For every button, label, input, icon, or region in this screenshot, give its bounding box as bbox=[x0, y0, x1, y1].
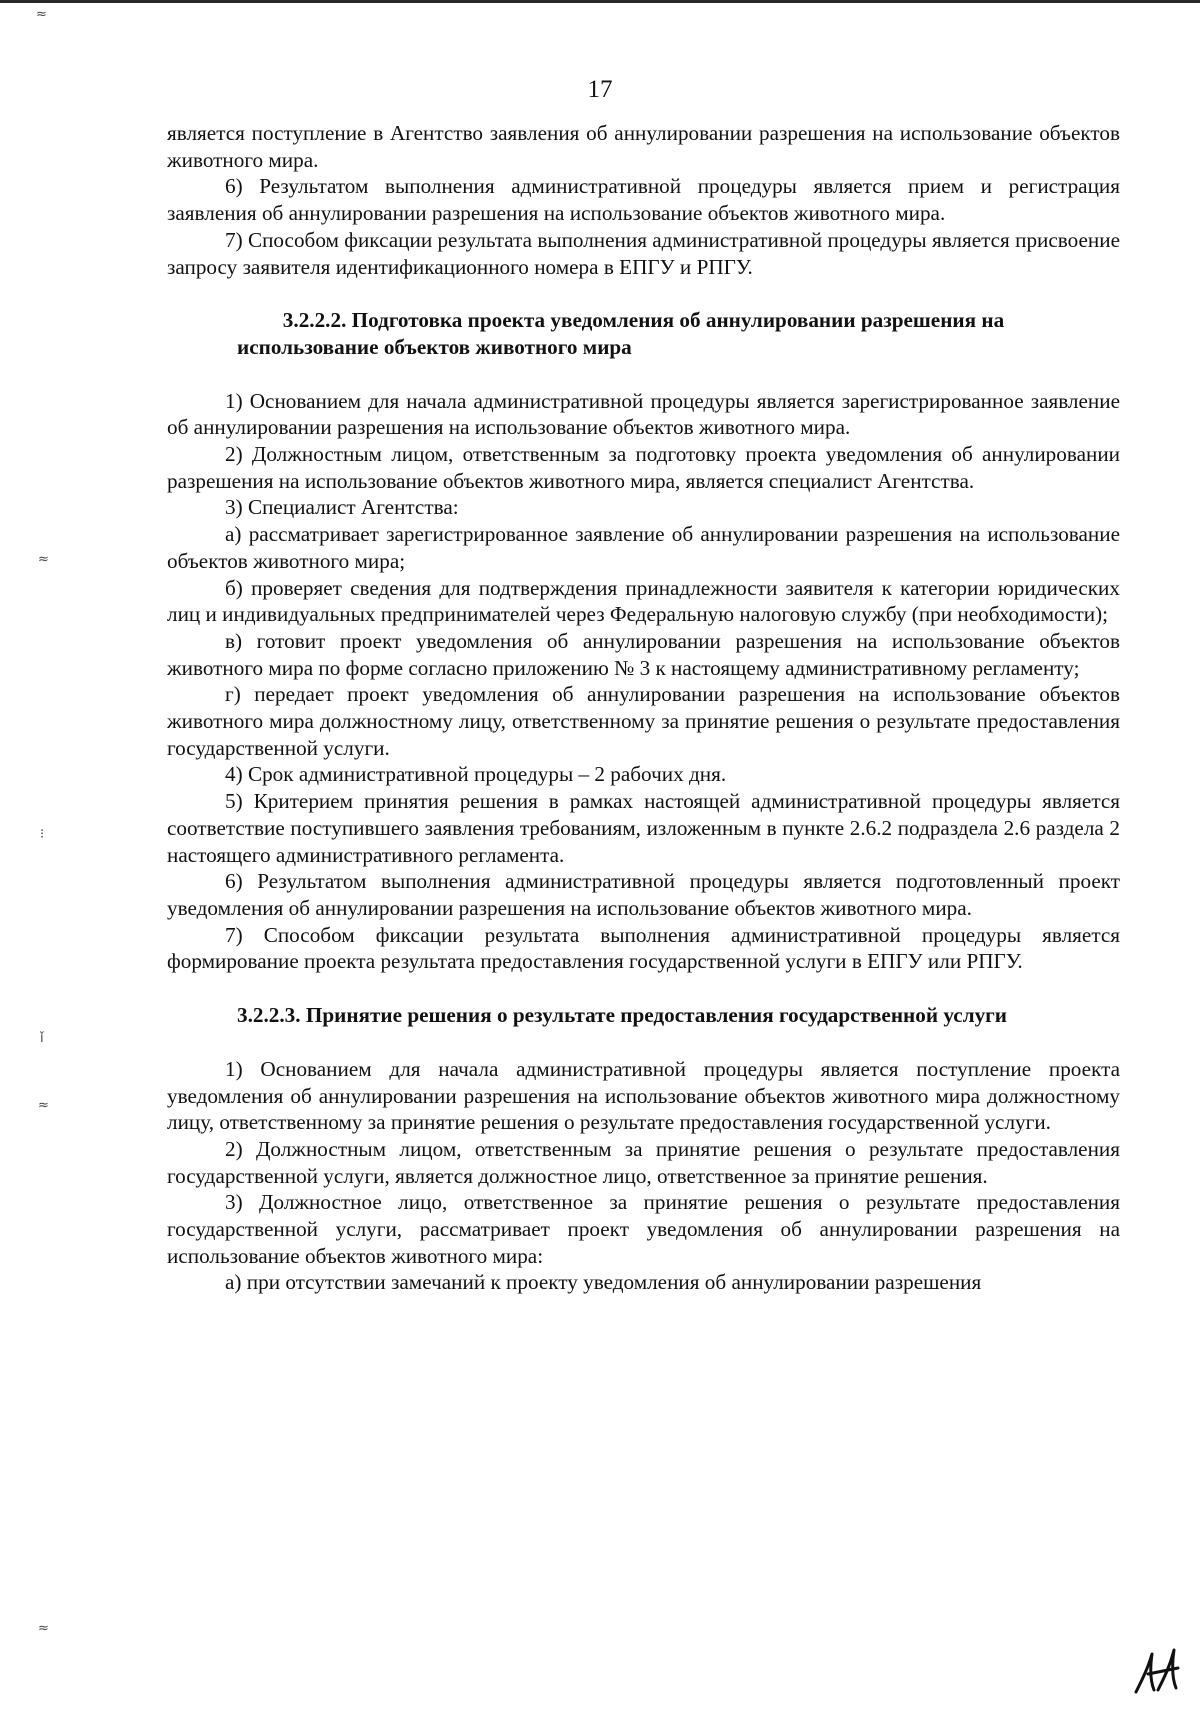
paragraph: 2) Должностным лицом, ответственным за подготовку проекта уведомления об аннулировании разрешения на использование объектов животного мира, является специалист Агентства. bbox=[167, 442, 1120, 493]
list-item: г) передает проект уведомления об аннулировании разрешения на использование объектов животного мира должностному лицу, ответственному за принятие решения о результате предоставления государственной услуги. bbox=[167, 682, 1120, 760]
scan-margin-mark: ≈ bbox=[36, 7, 47, 22]
list-item: а) при отсутствии замечаний к проекту уведомления об аннулировании разрешения bbox=[225, 1270, 982, 1295]
section-heading-3-2-2-2: 3.2.2.2. Подготовка проекта уведомления об аннулировании разрешения на использование объектов животного мира bbox=[237, 308, 1005, 359]
paragraph: 6) Результатом выполнения административной процедуры является подготовленный проект уведомления об аннулировании разрешения на использование объектов животного мира. bbox=[167, 869, 1120, 920]
scan-margin-mark: ≈ bbox=[38, 1098, 49, 1113]
paragraph: 3) Должностное лицо, ответственное за принятие решения о результате предоставления государственной услуги, рассматривает проект уведомления об аннулировании разрешения на использование объектов животного мира: bbox=[167, 1190, 1120, 1268]
list-item: а) рассматривает зарегистрированное заявление об аннулировании разрешения на использование объектов животного мира; bbox=[167, 522, 1120, 573]
paragraph: 3) Специалист Агентства: bbox=[225, 495, 459, 520]
handwritten-initials-signature bbox=[1128, 1640, 1188, 1700]
list-item: в) готовит проект уведомления об аннулировании разрешения на использование объектов животного мира по форме согласно приложению № 3 к настоящему административному регламенту; bbox=[167, 628, 1120, 680]
paragraph: 5) Критерием принятия решения в рамках настоящей административной процедуры является соответствие поступившего заявления требованиям, изложенным в пункте 2.6.2 подраздела 2.6 раздела 2 настоящего административного регламента. bbox=[167, 789, 1120, 867]
list-item: б) проверяет сведения для подтверждения принадлежности заявителя к категории юридических лиц и индивидуальных предпринимателей через Федеральную налоговую службу (при необходимости); bbox=[167, 575, 1120, 627]
paragraph: 1) Основанием для начала административной процедуры является поступление проекта уведомления об аннулировании разрешения на использование объектов животного мира должностному лицу, ответственному за принятие решения о результате предоставления государственной услуги. bbox=[167, 1056, 1120, 1135]
paragraph: 7) Способом фиксации результата выполнения административной процедуры является присвоение запросу заявителя идентификационного номера в ЕПГУ и РПГУ. bbox=[167, 227, 1120, 279]
top-edge-rule bbox=[0, 0, 1200, 3]
page-number: 17 bbox=[587, 76, 613, 103]
paragraph: 2) Должностным лицом, ответственным за принятие решения о результате предоставления государственной услуги, является должностное лицо, ответственное за принятие решения. bbox=[167, 1136, 1120, 1188]
section-heading-3-2-2-3: 3.2.2.3. Принятие решения о результате предоставления государственной услуги bbox=[237, 1003, 1007, 1028]
paragraph: 7) Способом фиксации результата выполнения административной процедуры является формирование проекта результата предоставления государственной услуги в ЕПГУ или РПГУ. bbox=[167, 922, 1120, 974]
paragraph: 1) Основанием для начала административной процедуры является зарегистрированное заявление об аннулировании разрешения на использование объектов животного мира. bbox=[167, 388, 1120, 440]
paragraph: 6) Результатом выполнения административной процедуры является прием и регистрация заявления об аннулировании разрешения на использование объектов животного мира. bbox=[167, 174, 1120, 226]
scan-margin-mark: ≈ bbox=[38, 1621, 49, 1636]
scan-margin-mark: ≈ bbox=[38, 552, 49, 567]
paragraph: 4) Срок административной процедуры – 2 рабочих дня. bbox=[225, 762, 727, 787]
document-body bbox=[167, 120, 1120, 1296]
scan-margin-mark: ǐ bbox=[40, 1031, 44, 1046]
paragraph-continuation: является поступление в Агентство заявления об аннулировании разрешения на использование объектов животного мира. bbox=[167, 121, 1120, 172]
scan-margin-mark: ⁝ bbox=[40, 827, 45, 842]
